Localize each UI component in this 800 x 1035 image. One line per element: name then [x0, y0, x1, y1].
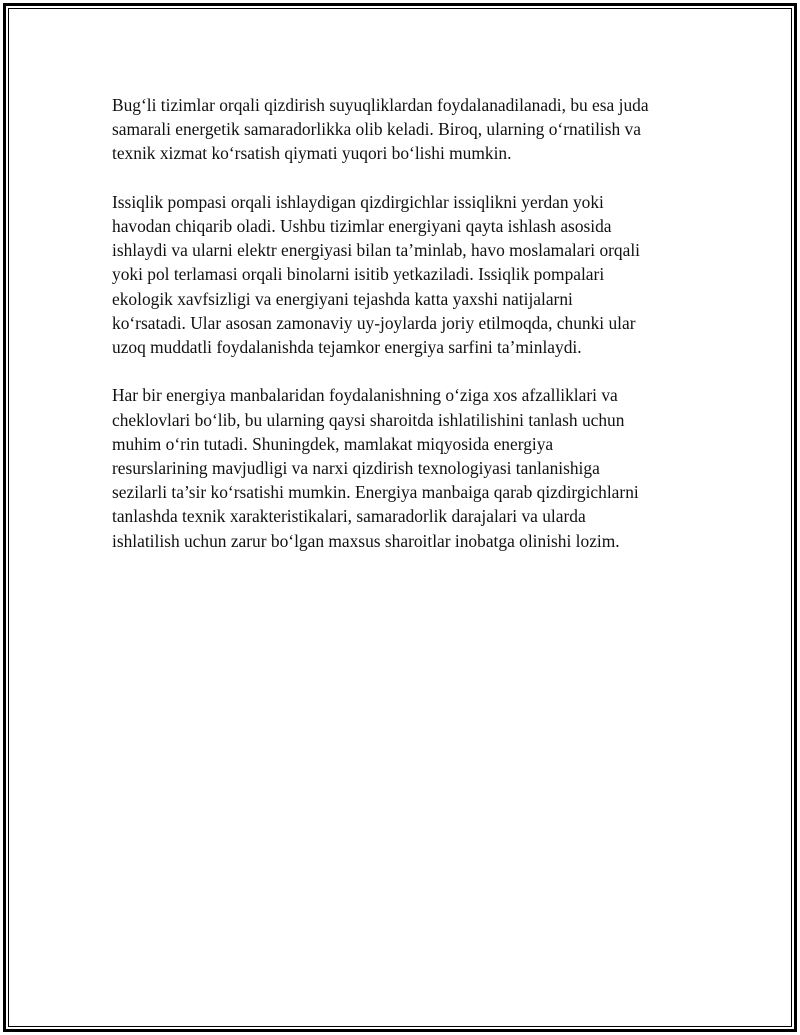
- text-line: texnik xizmat ko‘rsatish qiymati yuqori bo‘lishi mumkin.: [112, 143, 512, 164]
- text-line: resurslarining mavjudligi va narxi qizdirish texnologiyasi tanlanishiga: [112, 458, 600, 479]
- paragraph-heat-pumps: [112, 190, 702, 359]
- text-line: ishlatilish uchun zarur bo‘lgan maxsus sharoitlar inobatga olinishi lozim.: [112, 530, 620, 551]
- text-line: ko‘rsatadi. Ular asosan zamonaviy uy-joylarda joriy etilmoqda, chunki ular: [112, 312, 636, 333]
- text-line: samarali energetik samaradorlikka olib keladi. Biroq, ularning o‘rnatilish va: [112, 119, 641, 140]
- text-line: muhim o‘rin tutadi. Shuningdek, mamlakat miqyosida energiya: [112, 433, 554, 454]
- text-line: Issiqlik pompasi orqali ishlaydigan qizdirgichlar issiqlikni yerdan yoki: [112, 191, 604, 212]
- document-body: [112, 93, 702, 577]
- text-line: havodan chiqarib oladi. Ushbu tizimlar energiyani qayta ishlash asosida: [112, 216, 612, 236]
- text-line: Har bir energiya manbalaridan foydalanishning o‘ziga xos afzalliklari va: [112, 385, 618, 406]
- text-line: yoki pol terlamasi orqali binolarni isitib yetkaziladi. Issiqlik pompalari: [112, 264, 605, 285]
- text-line: tanlashda texnik xarakteristikalari, samaradorlik darajalari va ularda: [112, 506, 586, 527]
- text-line: ishlaydi va ularni elektr energiyasi bilan ta’minlab, havo moslamalari orqali: [112, 240, 641, 261]
- paragraph-heating-fluids: [112, 93, 702, 166]
- text-line: cheklovlari bo‘lib, bu ularning qaysi sharoitda ishlatilishini tanlash uchun: [112, 409, 625, 430]
- text-line: Bug‘li tizimlar orqali qizdirish suyuqliklardan foydalanadilanadi, bu esa juda: [112, 95, 649, 115]
- text-line: uzoq muddatli foydalanishda tejamkor energiya sarfini ta’minlaydi.: [112, 337, 582, 358]
- text-line: sezilarli ta’sir ko‘rsatishi mumkin. Energiya manbaiga qarab qizdirgichlarni: [112, 482, 639, 503]
- paragraph-energy-sources: [112, 383, 702, 552]
- text-line: ekologik xavfsizligi va energiyani tejashda katta yaxshi natijalarni: [112, 288, 573, 309]
